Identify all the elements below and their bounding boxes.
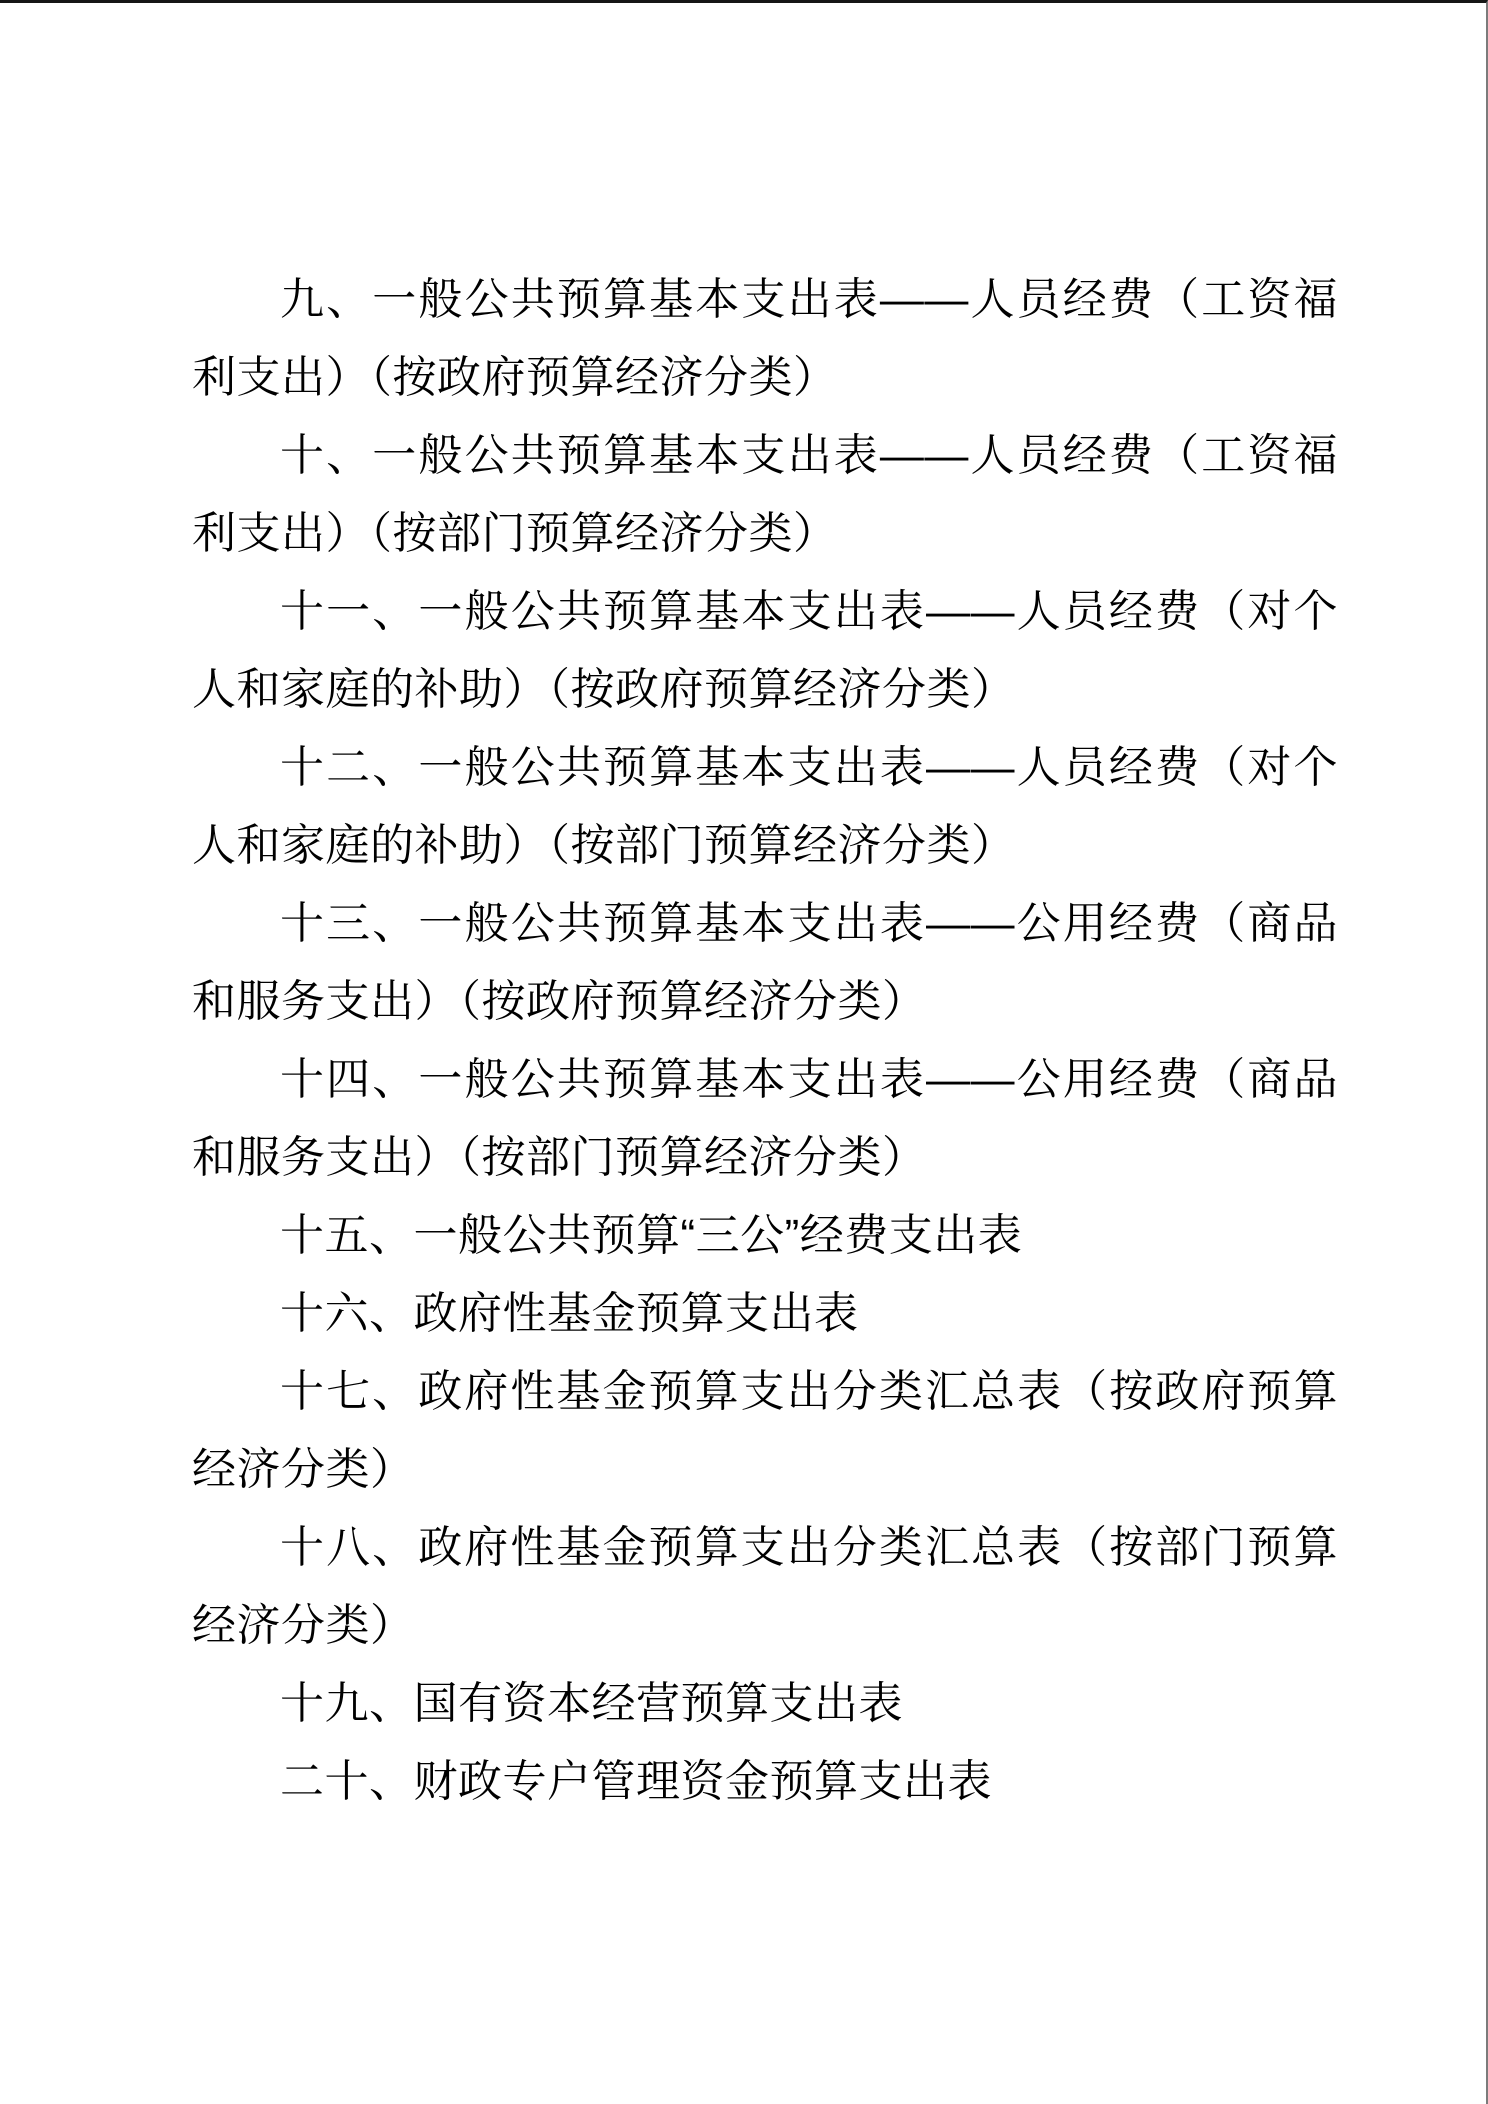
list-item: 十三、一般公共预算基本支出表——公用经费（商品和服务支出）（按政府预算经济分类）: [192, 899, 1338, 1026]
list-item: 九、一般公共预算基本支出表——人员经费（工资福利支出）（按政府预算经济分类）: [192, 275, 1338, 402]
list-item: 十八、政府性基金预算支出分类汇总表（按部门预算经济分类）: [192, 1523, 1338, 1650]
table-of-tables-list: [192, 261, 1338, 1821]
list-item: 十九、国有资本经营预算支出表: [280, 1679, 903, 1728]
list-item: 十六、政府性基金预算支出表: [280, 1289, 859, 1338]
list-item: 十二、一般公共预算基本支出表——人员经费（对个人和家庭的补助）（按部门预算经济分类）: [192, 743, 1338, 870]
list-item: 十七、政府性基金预算支出分类汇总表（按政府预算经济分类）: [192, 1367, 1338, 1494]
list-item: 十一、一般公共预算基本支出表——人员经费（对个人和家庭的补助）（按政府预算经济分类）: [192, 587, 1338, 714]
list-item: 十四、一般公共预算基本支出表——公用经费（商品和服务支出）（按部门预算经济分类）: [192, 1055, 1338, 1182]
list-item: 十五、一般公共预算“三公”经费支出表: [280, 1211, 1023, 1260]
list-item: 二十、财政专户管理资金预算支出表: [280, 1757, 992, 1806]
list-item: 十、一般公共预算基本支出表——人员经费（工资福利支出）（按部门预算经济分类）: [192, 431, 1338, 558]
